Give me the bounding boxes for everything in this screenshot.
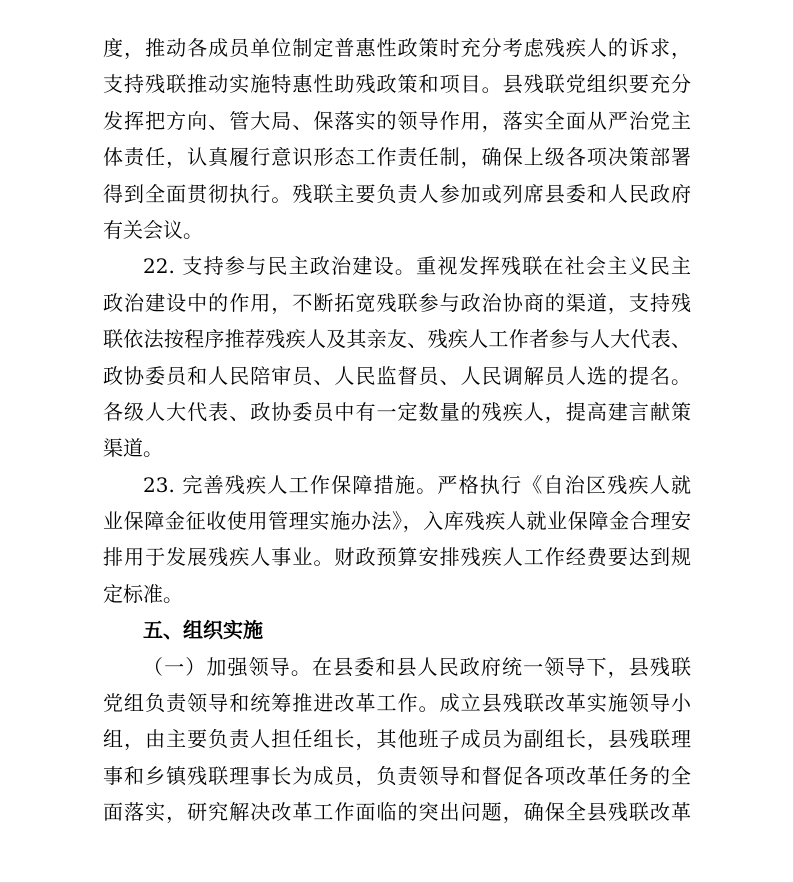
- text-line: 政协委员和人民陪审员、人民监督员、人民调解员人选的提名。: [103, 363, 691, 388]
- text-line: 党组负责领导和统筹推进改革工作。成立县残联改革实施领导小: [103, 691, 691, 716]
- section-heading: 五、组织实施: [143, 618, 263, 643]
- text-line: 各级人大代表、政协委员中有一定数量的残疾人，提高建言献策: [103, 399, 691, 424]
- text-line: 得到全面贯彻执行。残联主要负责人参加或列席县委和人民政府: [103, 181, 691, 206]
- text-line: 事和乡镇残联理事长为成员，负责领导和督促各项改革任务的全: [103, 763, 691, 788]
- text-line: 政治建设中的作用，不断拓宽残联参与政治协商的渠道，支持残: [103, 290, 691, 315]
- text-line: 面落实，研究解决改革工作面临的突出问题，确保全县残联改革: [103, 800, 691, 825]
- text-line: 有关会议。: [103, 217, 203, 242]
- text-line: 组，由主要负责人担任组长，其他班子成员为副组长，县残联理: [103, 727, 691, 752]
- text-line: 排用于发展残疾人事业。财政预算安排残疾人工作经费要达到规: [103, 545, 691, 570]
- text-line: 发挥把方向、管大局、保落实的领导作用，落实全面从严治党主: [103, 108, 691, 133]
- text-line: 联依法按程序推荐残疾人及其亲友、残疾人工作者参与人大代表、: [103, 327, 691, 352]
- text-line: 支持残联推动实施特惠性助残政策和项目。县残联党组织要充分: [103, 72, 691, 97]
- text-line: 23. 完善残疾人工作保障措施。严格执行《自治区残疾人就: [143, 472, 691, 497]
- body-text: [103, 30, 691, 831]
- text-line: 渠道。: [103, 436, 163, 461]
- text-line: 业保障金征收使用管理实施办法》，入库残疾人就业保障金合理安: [103, 509, 691, 534]
- text-line: 体责任，认真履行意识形态工作责任制，确保上级各项决策部署: [103, 145, 691, 170]
- text-line: 度，推动各成员单位制定普惠性政策时充分考虑残疾人的诉求，: [103, 36, 691, 60]
- text-line: 22. 支持参与民主政治建设。重视发挥残联在社会主义民主: [143, 254, 691, 279]
- text-line: （一）加强领导。在县委和县人民政府统一领导下，县残联: [143, 654, 691, 679]
- text-line: 定标准。: [103, 581, 183, 606]
